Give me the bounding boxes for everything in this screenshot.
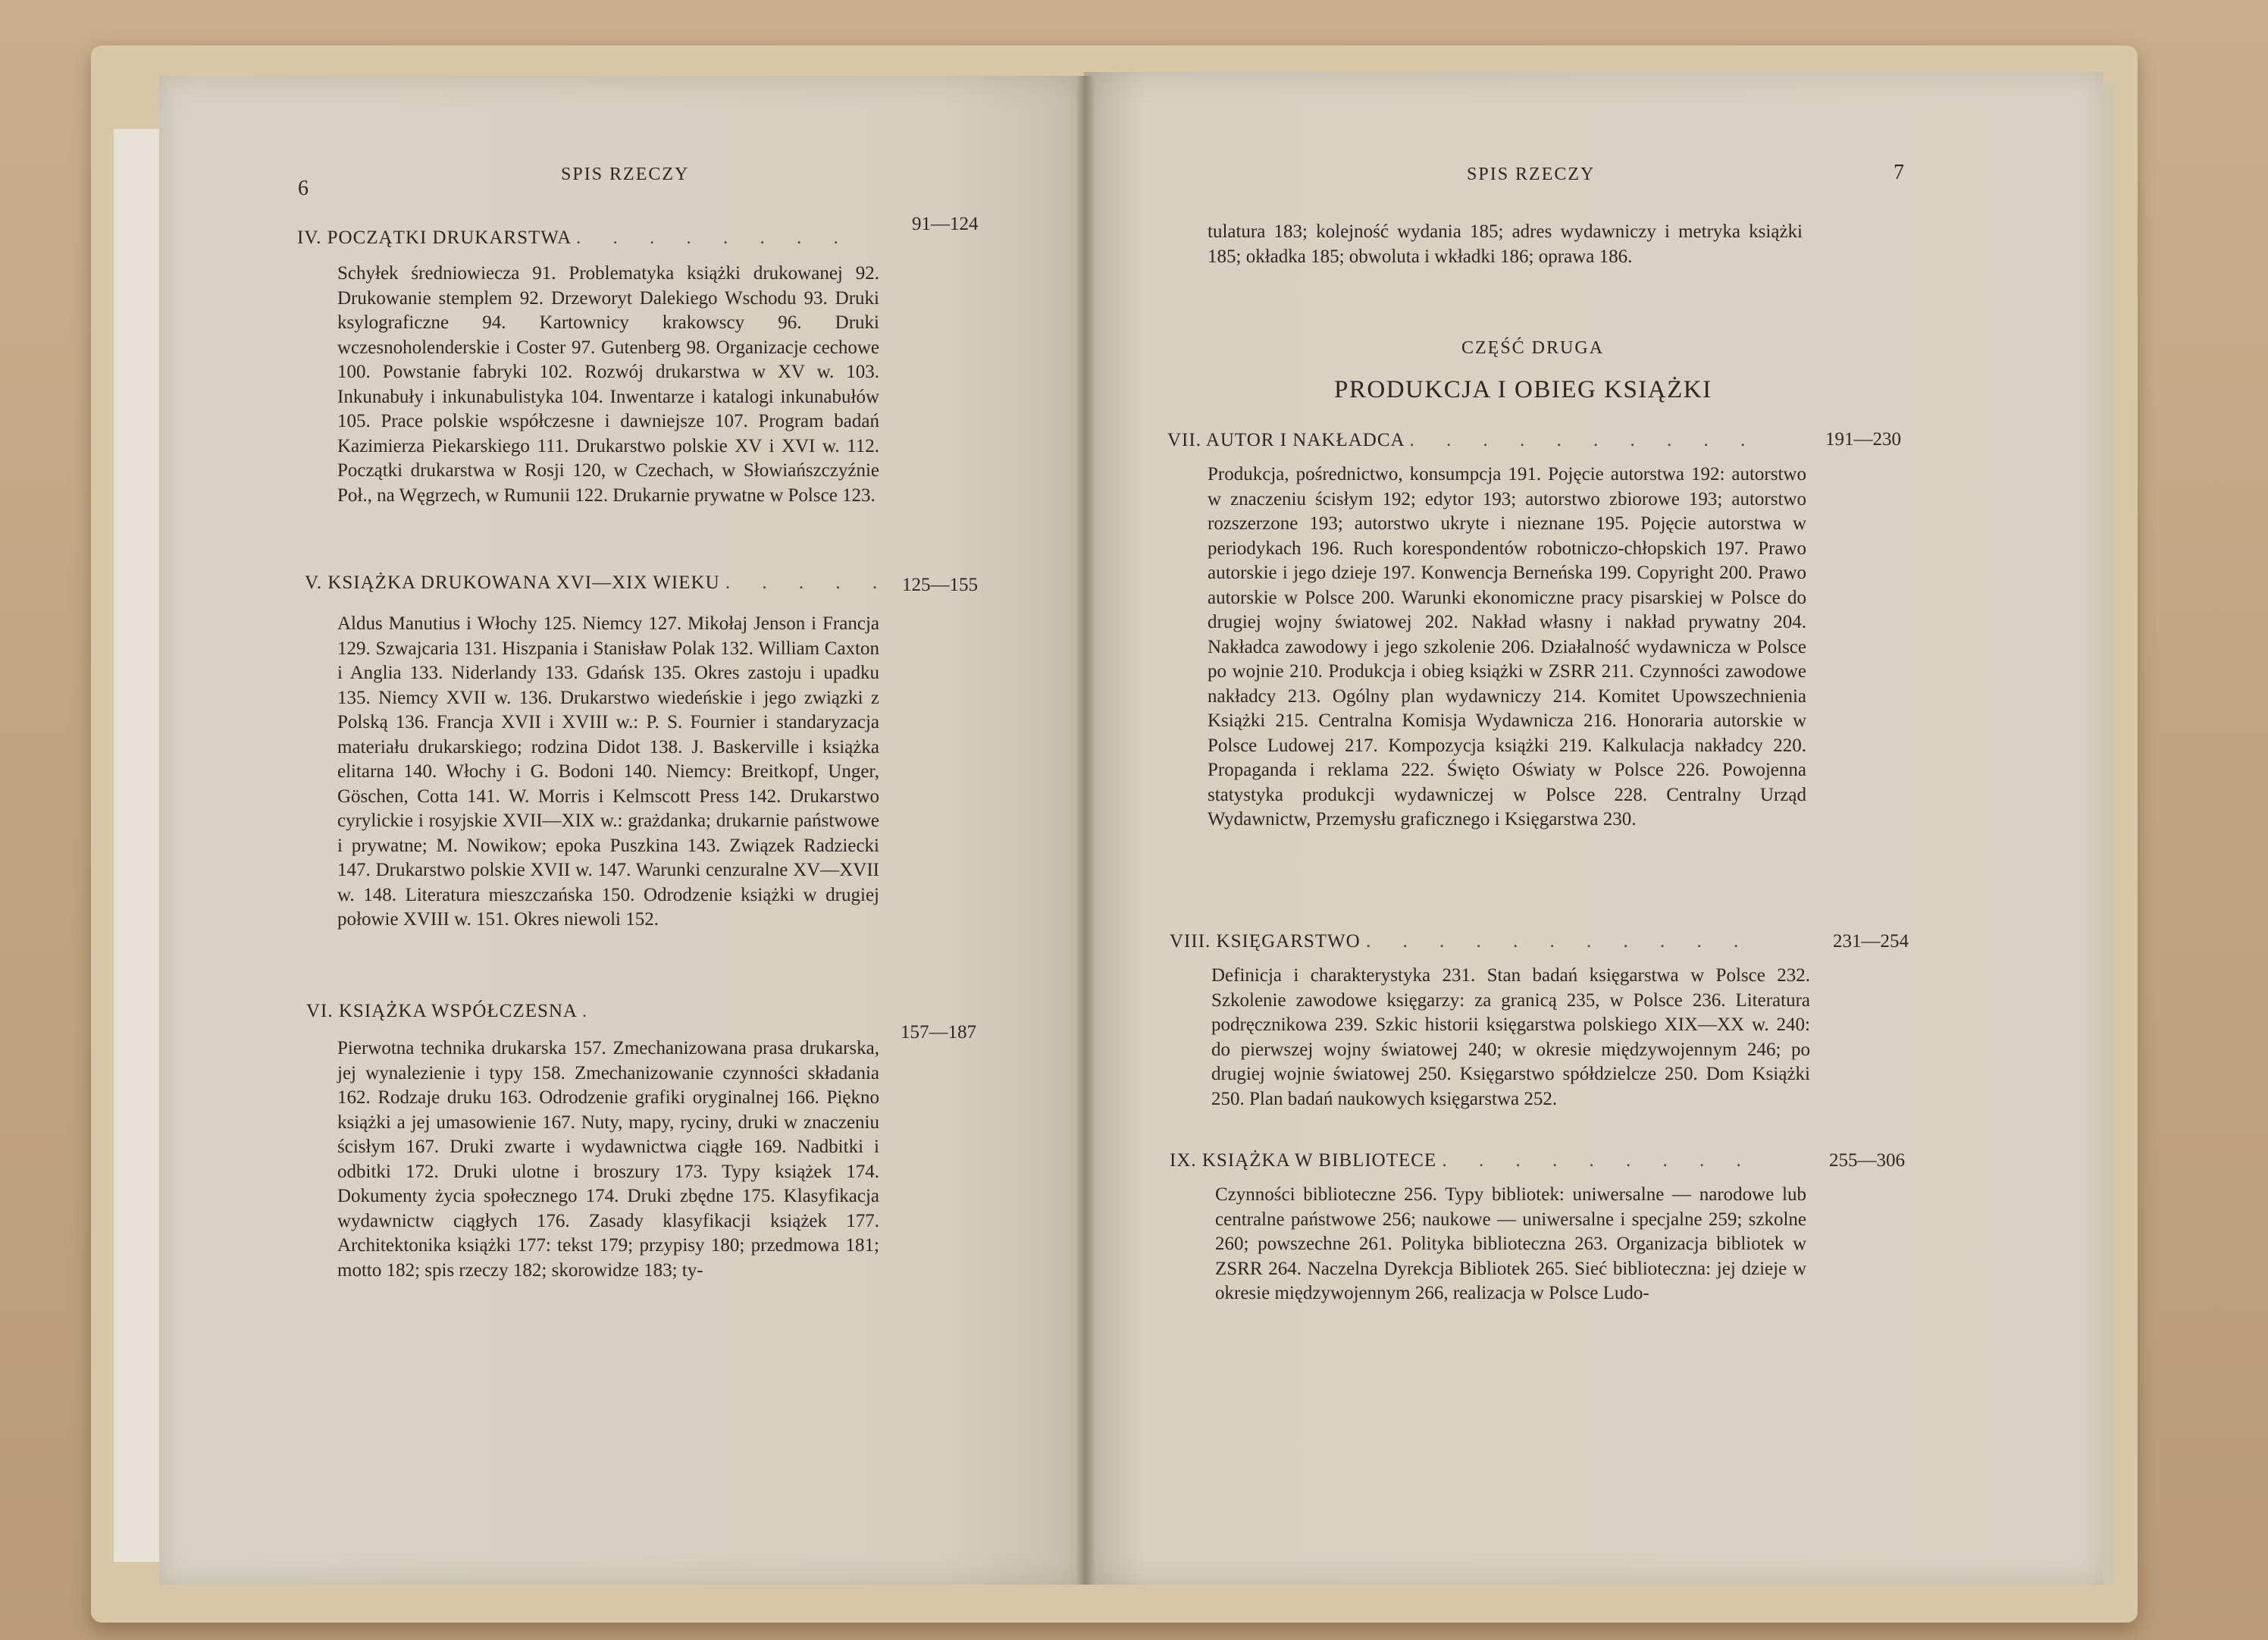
page-range: 255—306 — [1829, 1150, 1905, 1171]
page-range: 91—124 — [912, 214, 979, 234]
section-body: Czynności biblioteczne 256. Typy bibliotek: uniwersalne — narodowe lub centralne państwowe 256; naukowe — uniwersalne i specjalne 259; szkolne 260; powszechne 261. Polityka biblioteczna 263. Organizacja bibliotek w ZSRR 264. Naczelna Dyrekcja Bibliotek 265. Sieć biblioteczna: jej dzieje w okresie międzywojennym 266, realizacja w Polsce Ludo- — [1215, 1184, 1806, 1303]
book-spine — [1076, 76, 1095, 1585]
section-body: Pierwotna technika drukarska 157. Zmechanizowana prasa drukarska, jej wynalezienie i typy 158. Zmechanizowanie czynności składania 162. Rodzaje druku 163. Odrodzenie grafiki oryginalnej 166. Piękno książki a jej umasowienie 167. Nuty, mapy, ryciny, druki w znaczeniu ścisłym 167. Druki zwarte i wydawnictwa ciągłe 169. Nadbitki i odbitki 172. Druki ulotne i broszury 173. Typy książek 174. Dokumenty życia społecznego 174. Druki zbędne 175. Klasyfikacja wydawnictw ciągłych 176. Zasady klasyfikacji książek 177. Architektonika książki 177: tekst 179; przypisy 180; przedmowa 181; motto 182; spis rzeczy 182; skorowidze 183; ty- — [337, 1038, 879, 1281]
section-title: IV. POCZĄTKI DRUKARSTWA . . . . . . . . — [297, 227, 852, 248]
page-range: 191—230 — [1825, 429, 1901, 450]
right-page-header: SPIS RZECZY — [1467, 165, 1596, 184]
section-title: VI. KSIĄŻKA WSPÓŁCZESNA . — [306, 1001, 601, 1021]
section-body: Produkcja, pośrednictwo, konsumpcja 191. Pojęcie autorstwa 192: autorstwo w znaczeniu ścisłym 192; edytor 193; autorstwo zbiorowe 193; autorstwo rozszerzone 193; autorstwo ukryte i nieznane 195. Pojęcie autorstwa w periodykach 196. Ruch korespondentów robotniczo-chłopskich 197. Prawo autorskie i jego dzieje 197. Konwencja Berneńska 199. Copyright 200. Prawo autorskie w Polsce 200. Warunki ekonomiczne pracy pisarskiej w Polsce do drugiej wojny światowej 202. Nakład własny i nakład prywatny 204. Nakładca zawodowy i jego szkolenie 206. Działalność wydawnicza w Polsce po wojnie 210. Produkcja i obieg książki w ZSRR 211. Czynności zawodowe nakładcy 213. Ogólny plan wydawniczy 214. Komitet Upowszechnienia Książki 215. Centralna Komisja Wydawnicza 216. Honoraria autorskie w Polsce Ludowej 217. Kompozycja książki 219. Kalkulacja nakładcy 220. Propaganda i reklama 222. Święto Oświaty w Polsce 226. Powojenna statystyka produkcji wydawniczej w Polsce 228. Centralny Urząd Wydawnictw, Przemysłu graficznego i Księgarstwa 230. — [1208, 464, 1806, 829]
page-range: 157—187 — [901, 1022, 976, 1043]
section-body: Definicja i charakterystyka 231. Stan badań księgarstwa w Polsce 232. Szkolenie zawodowe księgarzy: za granicą 235, w Polsce 236. Literatura podręcznikowa 239. Szkic historii księgarstwa polskiego XIX—XX w. 240: do pierwszej wojny światowej 240; w okresie międzywojennym 246; po drugiej wojnie światowej 250. Księgarstwo spółdzielcze 250. Dom Książki 250. Plan badań naukowych księgarstwa 252. — [1211, 965, 1810, 1109]
section-title: V. KSIĄŻKA DRUKOWANA XVI—XIX WIEKU . . . . . — [305, 572, 891, 593]
right-page-number: 7 — [1894, 161, 1904, 184]
section-body: Schyłek średniowiecza 91. Problematyka książki drukowanej 92. Drukowanie stemplem 92. Drzeworyt Dalekiego Wschodu 93. Druki ksylograficzne 94. Kartownicy krakowscy 96. Druki wczesnoholenderskie i Coster 97. Gutenberg 98. Organizacje cechowe 100. Powstanie fabryki 102. Rozwój drukarstwa w XV w. 103. Inkunabuły i inkunabulistyka 104. Inwentarze i katalogi inkunabułów 105. Prace polskie współczesne i dawniejsze 107. Program badań Kazimierza Piekarskiego 111. Drukarstwo polskie XV i XVI w. 112. Początki drukarstwa w Rosji 120, w Czechach, w Słowiańszczyźnie Poł., na Węgrzech, w Rumunii 122. Drukarnie prywatne w Polsce 123. — [337, 263, 879, 506]
section-body: Aldus Manutius i Włochy 125. Niemcy 127. Mikołaj Jenson i Francja 129. Szwajcaria 131. Hiszpania i Stanisław Polak 132. William Caxton i Anglia 133. Niderlandy 133. Gdańsk 135. Okres zastoju i upadku 135. Niemcy XVII w. 136. Drukarstwo wiedeńskie i jego związki z Polską 136. Francja XVII i XVIII w.: P. S. Fournier i standaryzacja materiału drukarskiego; rodzina Didot 138. J. Baskerville i książka elitarna 140. Włochy i G. Bodoni 140. Niemcy: Breitkopf, Unger, Göschen, Cotta 141. W. Morris i Kelmscott Press 142. Drukarstwo cyrylickie i rosyjskie XVII—XIX w.: grażdanka; drukarnie państwowe i prywatne; M. Nowikow; epoka Puszkina 143. Związek Radziecki 147. Drukarstwo polskie XVII w. 147. Warunki cenzuralne XV—XVII w. 148. Literatura mieszczańska 150. Odrodzenie książki w drugiej połowie XVIII w. 151. Okres niewoli 152. — [337, 613, 879, 930]
part-title: PRODUKCJA I OBIEG KSIĄŻKI — [1334, 376, 1712, 403]
page-range: 125—155 — [902, 575, 978, 595]
left-page-number: 6 — [298, 177, 309, 200]
section-title: VIII. KSIĘGARSTWO . . . . . . . . . . . — [1170, 931, 1753, 952]
section-title: IX. KSIĄŻKA W BIBLIOTECE . . . . . . . . . — [1170, 1150, 1755, 1171]
section-title: VII. AUTOR I NAKŁADCA . . . . . . . . . . — [1167, 430, 1759, 450]
part-label: CZĘŚĆ DRUGA — [1461, 338, 1605, 358]
page-range: 231—254 — [1833, 931, 1909, 952]
continuation-text: tulatura 183; kolejność wydania 185; adres wydawniczy i metryka książki 185; okładka 185; obwoluta i wkładki 186; oprawa 186. — [1208, 221, 1803, 267]
left-page-header: SPIS RZECZY — [561, 165, 690, 184]
